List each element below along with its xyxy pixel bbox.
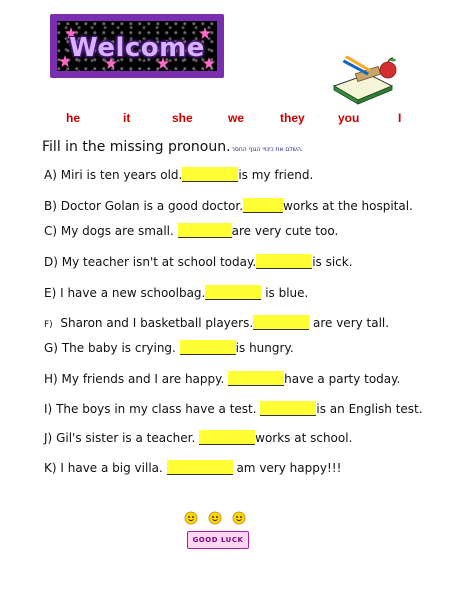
exercise-j: J) Gil's sister is a teacher. works at school. [44, 431, 353, 445]
welcome-banner [50, 14, 224, 78]
exercise-k: K) I have a big villa. am very happy!!! [44, 461, 342, 475]
good-luck-badge [184, 505, 254, 553]
instruction-text: Fill in the missing pronoun. [42, 139, 231, 155]
exercise-h: H) My friends and I are happy. have a party today. [44, 372, 401, 386]
exercise-a: A) Miri is ten years old. is my friend. [44, 168, 314, 182]
exercise-e: E) I have a new schoolbag. is blue. [44, 286, 309, 300]
welcome-title: Welcome [69, 33, 205, 63]
answer-blank[interactable] [182, 167, 238, 182]
answer-blank[interactable] [253, 315, 309, 330]
pronoun-you: you [338, 111, 360, 125]
answer-blank[interactable] [260, 401, 316, 416]
instruction-hebrew: השלם את כינויי הגוף החסר. [231, 146, 303, 153]
exercise-f: F) Sharon and I basketball players. are very tall. [44, 316, 390, 330]
good-luck-text: GOOD LUCK [187, 531, 249, 549]
pronoun-she: she [172, 111, 193, 125]
exercise-c: C) My dogs are small. are very cute too. [44, 224, 339, 238]
instruction [42, 139, 303, 155]
smiley-icon [208, 511, 222, 525]
answer-blank[interactable] [199, 430, 255, 445]
pronoun-they: they [280, 111, 305, 125]
answer-blank[interactable] [180, 340, 236, 355]
answer-blank[interactable] [205, 285, 261, 300]
pronoun-we: we [228, 111, 245, 125]
answer-blank[interactable] [228, 371, 284, 386]
pronoun-he: he [66, 111, 81, 125]
answer-blank[interactable] [256, 254, 312, 269]
answer-blank[interactable] [243, 198, 283, 213]
exercise-d: D) My teacher isn't at school today. is sick. [44, 255, 353, 269]
exercise-g: G) The baby is crying. is hungry. [44, 341, 294, 355]
answer-blank[interactable] [167, 460, 233, 475]
smiley-icon [184, 511, 198, 525]
exercise-b: B) Doctor Golan is a good doctor. works at the hospital. [44, 199, 413, 213]
smiley-icon [232, 511, 246, 525]
pronoun-i: I [398, 111, 402, 125]
exercise-i: I) The boys in my class have a test. is an English test. [44, 402, 423, 416]
pronoun-it: it [123, 111, 131, 125]
answer-blank[interactable] [178, 223, 232, 238]
school-supplies-icon [330, 56, 402, 106]
